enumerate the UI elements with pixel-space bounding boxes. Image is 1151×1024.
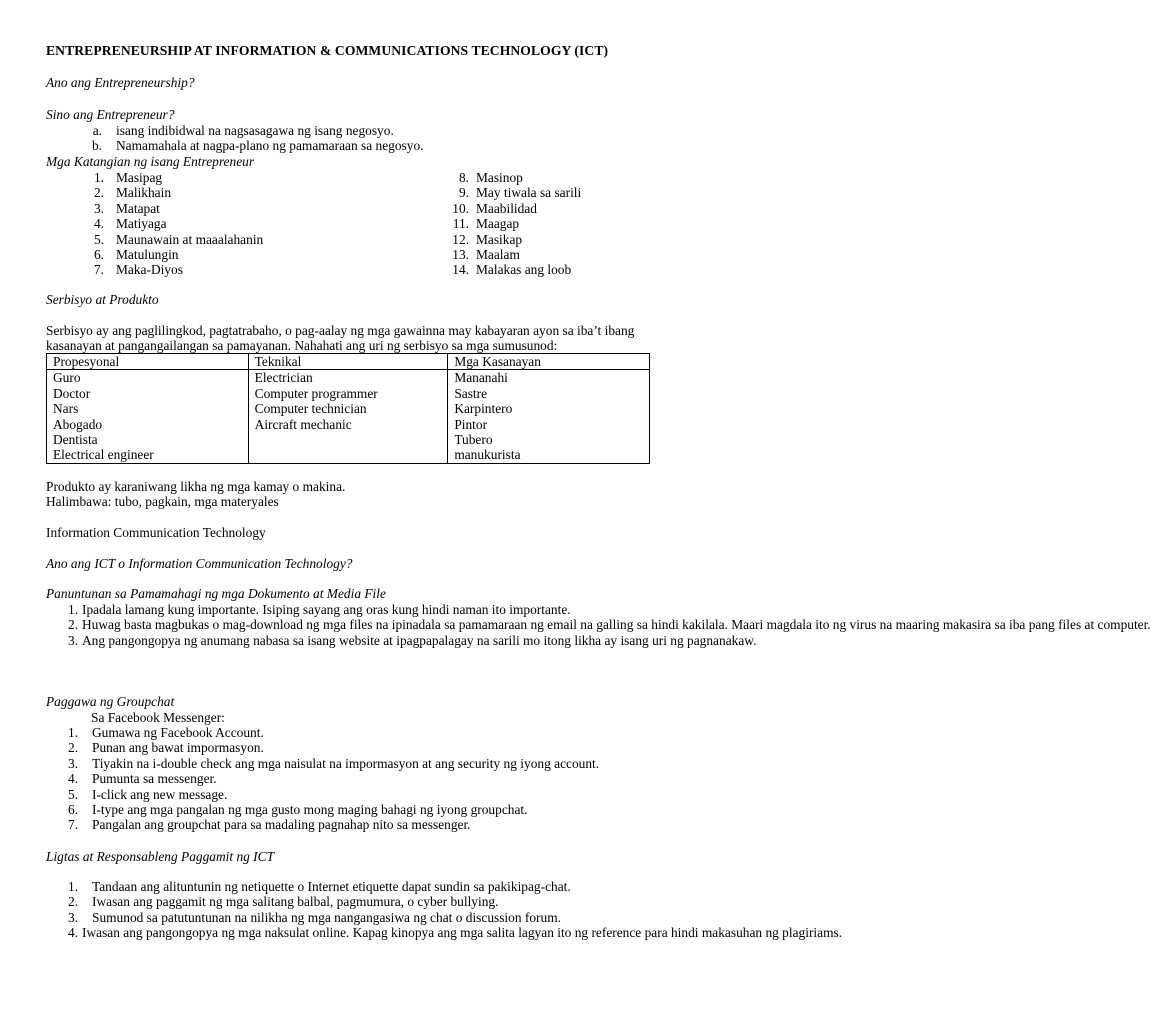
list-item: 14. Malakas ang loob	[452, 262, 572, 278]
heading-ict: Information Communication Technology	[46, 525, 266, 540]
list-item: 5. Maunawain at maaalahanin	[93, 231, 264, 247]
list-item: b. Namamahala at nagpa-plano ng pamamaraan sa negosyo.	[91, 138, 424, 154]
list-item: 2. Huwag basta magbukas o mag-download ng mga files na ipinadala sa pamamaraan ng email na galling sa hindi kakilala. Maari magdala ito ng virus na maaring makasira sa iba pang files at computer.	[68, 617, 1151, 633]
list-item: 3. Matapat	[93, 200, 160, 216]
groupchat-steps	[46, 725, 599, 833]
list-item: 7. Maka-Diyos	[93, 262, 183, 278]
list-item: 3. Ang pangongopya ng anumang nabasa sa isang website at ipagpapalagay na sarili mo itong likha ay isang uri ng pagnanakaw.	[68, 632, 757, 648]
ligtas-list	[46, 879, 843, 941]
heading-ano-ang-entrepreneurship: Ano ang Entrepreneurship?	[46, 75, 195, 90]
list-item: 6. I-type ang mga pangalan ng mga gusto mong maging bahagi ng iyong groupchat.	[68, 802, 528, 818]
panuntunan-list	[46, 602, 1151, 648]
list-item: 12. Masikap	[452, 231, 523, 247]
list-item: 9. May tiwala sa sarili	[458, 185, 582, 201]
table-header-cell: Teknikal	[248, 354, 448, 370]
list-item: 1. Tandaan ang alituntunin ng netiquette o Internet etiquette dapat sundin sa pakikipag-chat.	[68, 879, 571, 894]
table-header-cell: Propesyonal	[47, 354, 249, 370]
produkto-line-2: Halimbawa: tubo, pagkain, mga materyales	[46, 494, 279, 509]
heading-katangian: Mga Katangian ng isang Entrepreneur	[46, 154, 255, 169]
table-cell-kasanayan: Mananahi Sastre Karpintero Pintor Tubero manukurista	[448, 370, 650, 463]
list-item: 1. Gumawa ng Facebook Account.	[68, 725, 264, 740]
list-item: 10. Maabilidad	[452, 200, 537, 216]
serbisyo-paragraph-line-1: Serbisyo ay ang paglilingkod, pagtatrabaho, o pag-aalay ng mga gawainna may kabayaran ayon sa iba’t ibang	[46, 323, 635, 338]
groupchat-subheading: Sa Facebook Messenger:	[91, 710, 225, 725]
produkto-line-1: Produkto ay karaniwang likha ng mga kamay o makina.	[46, 479, 346, 494]
table-header-row	[47, 354, 650, 370]
table-row	[47, 370, 650, 463]
heading-panuntunan: Panuntunan sa Pamamahagi ng mga Dokumento at Media File	[46, 586, 386, 601]
table-header-cell: Mga Kasanayan	[448, 354, 650, 370]
list-item: 2. Iwasan ang paggamit ng mga salitang balbal, pagmumura, o cyber bullying.	[68, 894, 499, 910]
serbisyo-paragraph-line-2: kasanayan at pangangailangan sa pamayanan. Nahahati ang uri ng serbisyo sa mga sumusunod:	[46, 338, 558, 353]
heading-ligtas: Ligtas at Responsableng Paggamit ng ICT	[46, 849, 275, 864]
list-item: 3. Sumunod sa patutuntunan na nilikha ng mga nangangasiwa ng chat o discussion forum.	[68, 909, 561, 925]
list-item: 8. Masinop	[458, 170, 523, 185]
list-item: 5. I-click ang new message.	[68, 786, 228, 802]
serbisyo-table	[46, 353, 650, 464]
list-item: 11. Maagap	[452, 216, 520, 232]
list-item: 2. Punan ang bawat impormasyon.	[68, 740, 264, 756]
list-item: 3. Tiyakin na i-double check ang mga naisulat na impormasyon at ang security ng iyong account.	[68, 755, 600, 771]
list-item: 4. Iwasan ang pangongopya ng mga naksulat online. Kapag kinopya ang mga salita lagyan ito ng reference para hindi makasuhan ng plagiriams.	[68, 925, 843, 941]
list-item: a. isang indibidwal na nagsasagawa ng isang negosyo.	[92, 123, 394, 138]
list-item: 1. Ipadala lamang kung importante. Isiping sayang ang oras kung hindi naman ito importante.	[68, 602, 571, 617]
list-item: 13. Maalam	[452, 247, 520, 263]
heading-sino-ang-entrepreneur: Sino ang Entrepreneur?	[46, 107, 175, 122]
table-cell-teknikal: Electrician Computer programmer Computer technician Aircraft mechanic	[248, 370, 448, 463]
heading-ano-ang-ict: Ano ang ICT o Information Communication Technology?	[46, 556, 353, 571]
document-title: ENTREPRENEURSHIP AT INFORMATION & COMMUNICATIONS TECHNOLOGY (ICT)	[46, 43, 609, 58]
heading-serbisyo: Serbisyo at Produkto	[46, 292, 159, 307]
traits-list-right	[452, 170, 581, 278]
list-item: 2. Malikhain	[93, 185, 172, 201]
entrepreneur-definitions	[90, 123, 424, 154]
traits-list-left	[90, 170, 263, 278]
list-item: 4. Matiyaga	[93, 216, 167, 232]
table-cell-propesyonal: Guro Doctor Nars Abogado Dentista Electrical engineer	[47, 370, 249, 463]
heading-groupchat: Paggawa ng Groupchat	[46, 694, 175, 709]
list-item: 1. Masipag	[93, 170, 163, 185]
list-item: 6. Matulungin	[93, 247, 179, 263]
list-item: 7. Pangalan ang groupchat para sa madaling pagnahap nito sa messenger.	[68, 817, 471, 833]
list-item: 4. Pumunta sa messenger.	[68, 771, 217, 787]
